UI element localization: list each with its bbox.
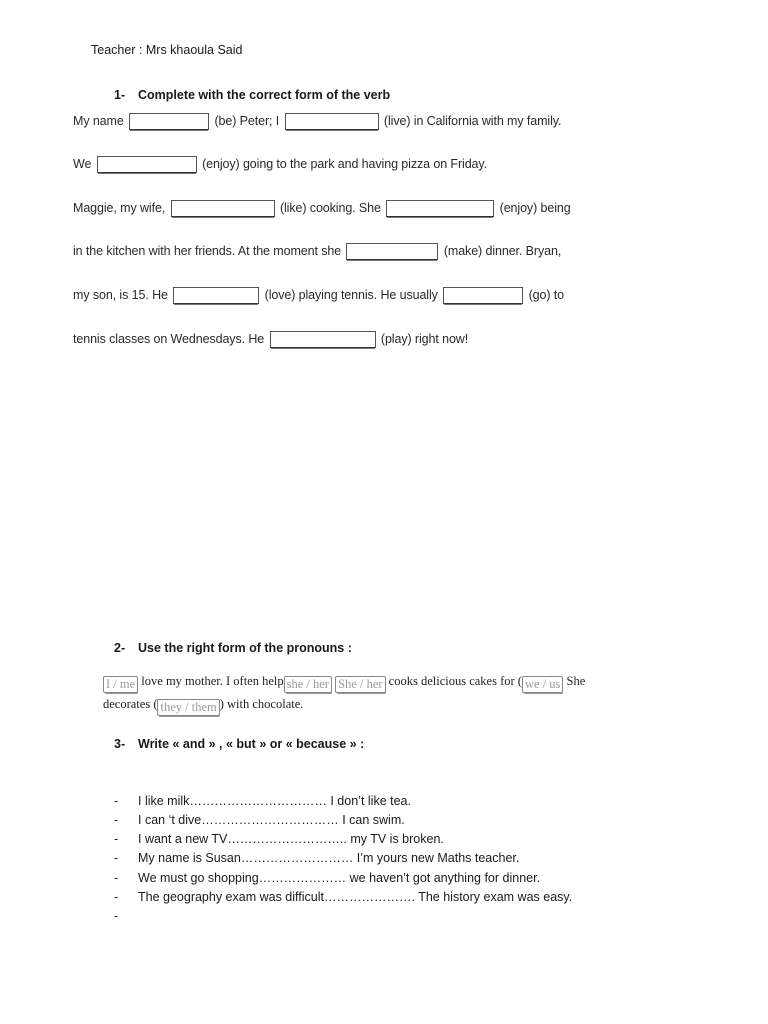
pronoun-choice-box[interactable]: she / her	[284, 676, 332, 693]
sentence-text: my son, is 15. He	[73, 288, 168, 302]
sentence-text: decorates (	[103, 697, 158, 711]
list-item: - We must go shopping………………… we haven’t got anything for dinner.	[114, 871, 541, 885]
list-item: - The geography exam was difficult…………………. The history exam was easy.	[114, 890, 573, 904]
answer-blank[interactable]	[443, 287, 523, 304]
exercise-1-heading	[114, 88, 390, 102]
answer-blank[interactable]	[129, 113, 209, 130]
sentence-text: My name	[73, 114, 124, 128]
list-item-text: I want a new TV……………………….. my TV is broken.	[138, 832, 444, 846]
sentence-text: (enjoy) being	[499, 201, 571, 215]
sentence-text: cooks delicious cakes for (	[388, 674, 522, 688]
exercise-2-heading	[114, 641, 352, 655]
answer-blank[interactable]	[285, 113, 379, 130]
sentence-text: (love) playing tennis. He usually	[264, 288, 438, 302]
list-item-text: The geography exam was difficult…………………. The history exam was easy.	[138, 890, 573, 904]
pronoun-choice-box[interactable]: we / us	[522, 676, 563, 693]
exercise-1-title: Complete with the correct form of the verb	[138, 88, 391, 102]
list-item-text: I like milk…………………………… I don’t like tea.	[138, 794, 411, 808]
exercise-2-number: 2-	[114, 641, 126, 655]
sentence-text: Maggie, my wife,	[73, 201, 166, 215]
answer-blank[interactable]	[173, 287, 259, 304]
exercise-1-line-2	[73, 156, 487, 173]
sentence-text: (play) right now!	[380, 332, 469, 346]
list-item: -	[114, 909, 119, 923]
sentence-text: (enjoy) going to the park and having pizza on Friday.	[202, 157, 487, 171]
sentence-text: (be) Peter; I	[214, 114, 280, 128]
pronoun-choice-box[interactable]: they / them	[157, 699, 219, 716]
sentence-text: She	[566, 674, 586, 688]
sentence-text: (go) to	[528, 288, 564, 302]
exercise-2-line-1	[103, 674, 585, 693]
exercise-3-number: 3-	[114, 737, 126, 751]
answer-blank[interactable]	[346, 243, 438, 260]
pronoun-choice-box[interactable]: I / me	[103, 676, 138, 693]
sentence-text: (make) dinner. Bryan,	[443, 244, 562, 258]
list-item-text: I can ‘t dive…………………………… I can swim.	[138, 813, 405, 827]
sentence-text: (like) cooking. She	[279, 201, 381, 215]
exercise-1-line-5	[73, 287, 564, 304]
exercise-1-line-3	[73, 200, 571, 217]
sentence-text: ) with chocolate.	[219, 697, 304, 711]
exercise-3-heading	[114, 737, 364, 751]
list-item: - My name is Susan……………………… I’m yours new Maths teacher.	[114, 851, 520, 865]
answer-blank[interactable]	[270, 331, 376, 348]
list-item-text: My name is Susan……………………… I’m yours new Maths teacher.	[138, 851, 520, 865]
sentence-text: love my mother. I often help	[141, 674, 284, 688]
answer-blank[interactable]	[171, 200, 275, 217]
exercise-2-line-2	[103, 697, 303, 716]
list-item-text: We must go shopping………………… we haven’t got anything for dinner.	[138, 871, 541, 885]
exercise-1-line-1	[73, 113, 561, 130]
sentence-text: We	[73, 157, 92, 171]
list-item: - I like milk…………………………… I don’t like tea.	[114, 794, 411, 808]
sentence-text: (live) in California with my family.	[383, 114, 562, 128]
exercise-1-line-4	[73, 243, 561, 260]
list-item: - I want a new TV……………………….. my TV is broken.	[114, 832, 444, 846]
sentence-text: in the kitchen with her friends. At the moment she	[73, 244, 342, 258]
answer-blank[interactable]	[97, 156, 197, 173]
sentence-text: tennis classes on Wednesdays. He	[73, 332, 265, 346]
list-item: - I can ‘t dive…………………………… I can swim.	[114, 813, 405, 827]
exercise-3-title: Write « and » , « but » or « because » :	[138, 737, 365, 751]
exercise-2-title: Use the right form of the pronouns :	[138, 641, 352, 655]
exercise-1-line-6	[73, 331, 468, 348]
pronoun-choice-box[interactable]: She / her	[335, 676, 385, 693]
teacher-name: Teacher : Mrs khaoula Said	[91, 43, 243, 57]
exercise-1-number: 1-	[114, 88, 126, 102]
answer-blank[interactable]	[386, 200, 494, 217]
